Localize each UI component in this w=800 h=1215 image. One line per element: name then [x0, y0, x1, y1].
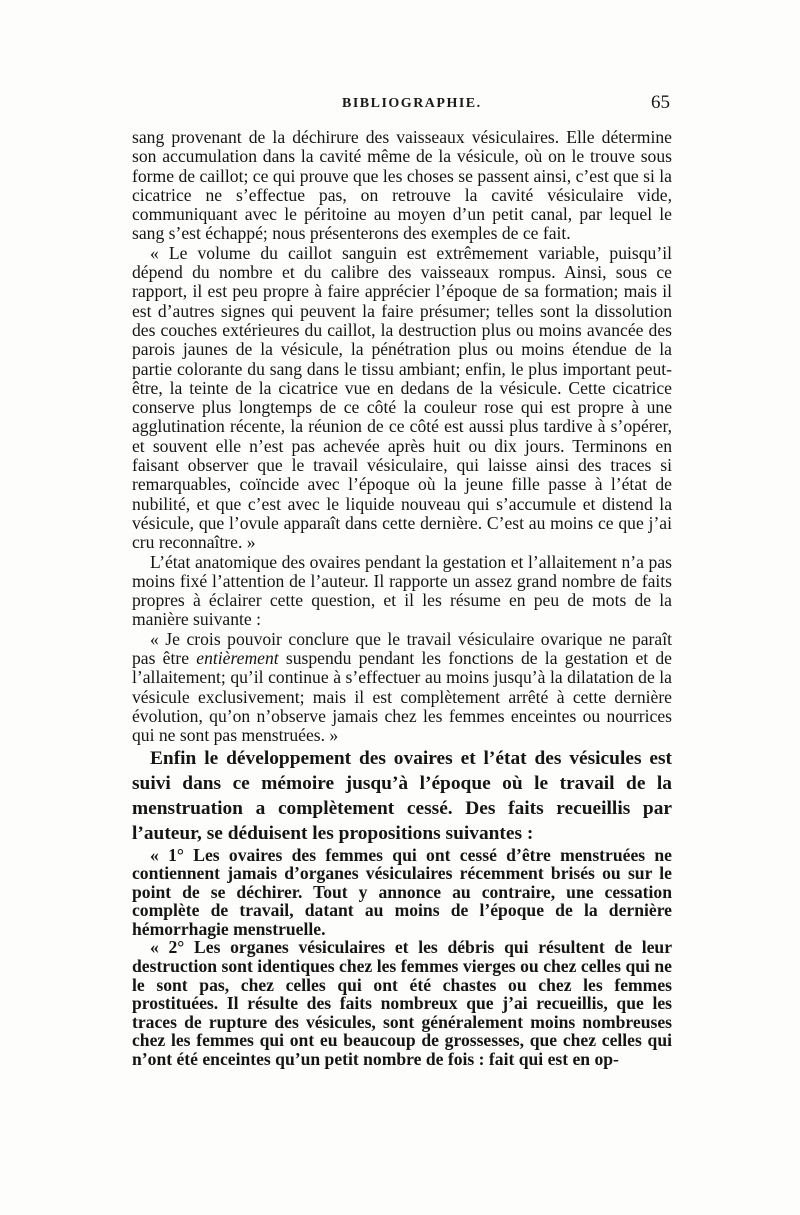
paragraph-continuation: sang provenant de la déchirure des vaisseaux vésiculaires. Elle détermine son accumulation dans la cavité même de la vésicule, où on le trouve sous forme de caillot; ce qui prouve que les choses se passent ainsi, c’est que si la cicatrice ne s’effectue pas, on retrouve la cavité vésiculaire vide, communiquant avec le péritoine au moyen d’un petit canal, par lequel le sang s’est échappé; nous présenterons des exemples de ce fait.	[132, 127, 672, 244]
emphasized-word: entièrement	[196, 648, 279, 669]
running-head: BIBLIOGRAPHIE.	[342, 96, 482, 111]
paragraph-menstruation: Enfin le développement des ovaires et l’état des vésicules est suivi dans ce mémoire jusqu’à l’époque où le travail de la menstruation a complètement cessé. Des faits recueillis par l’auteur, se déduisent les propositions suivantes :	[132, 747, 672, 844]
quote-text-start: « Je crois pouvoir conclure que le travail vésiculaire ovarique ne paraît pas être	[132, 628, 672, 669]
paragraph-gestation: L’état anatomique des ovaires pendant la gestation et l’allaitement n’a pas moins fixé l’attention de l’auteur. Il rapporte un assez grand nombre de faits propres à éclairer cette question, et il les résume en peu de mots de la manière suivante :	[132, 551, 672, 630]
quote-text-end: suspendu pendant les fonctions de la gestation et de l’allaitement; qu’il continue à s’effectuer au moins jusqu’à la dilatation de la vésicule exclusivement; mais il est complètement arrêté à cette dernière évolution, qu’on n’observe jamais chez les femmes enceintes ou nourrices qui ne sont pas menstruées. »	[132, 648, 672, 746]
paragraph-quote-conclusion	[132, 630, 672, 746]
page-number: 65	[651, 92, 670, 113]
page-header	[132, 92, 672, 118]
paragraph-quote-caillot: « Le volume du caillot sanguin est extrêmement variable, puisqu’il dépend du nombre et du calibre des vaisseaux rompus. Ainsi, sous ce rapport, il est peu propre à faire apprécier l’époque de sa formation; mais il est d’autres signes qui peuvent la faire présumer; telles sont la dissolution des couches extérieures du caillot, la destruction plus ou moins avancée des parois jaunes de la vésicule, la pénétration plus ou moins étendue de la partie colorante du sang dans le tissu ambiant; enfin, le plus important peut-être, la teinte de la cicatrice vue en dedans de la vésicule. Cette cicatrice conserve plus longtemps de ce côté la couleur rose qui est propre à une agglutination récente, la réunion de ce côté est aussi plus tardive à s’opérer, et souvent elle n’est pas achevée après huit ou dix jours. Terminons en faisant observer que le travail vésiculaire, qui laisse ainsi des traces si remarquables, coïncide avec l’époque où la jeune fille passe à l’état de nubilité, et que c’est avec le liquide nouveau qui s’accumule et distend la vésicule, que l’ovule apparaît dans cette dernière. C’est au moins ce que j’ai cru reconnaître. »	[132, 242, 672, 553]
body-text	[132, 128, 672, 1069]
proposition-1: « 1° Les ovaires des femmes qui ont cessé d’être menstruées ne contiennent jamais d’organes vésiculaires récemment brisés ou sur le point de se déchirer. Tout y annonce au contraire, une cessation complète de travail, datant au moins de l’époque de la dernière hémorrhagie menstruelle.	[132, 844, 672, 939]
proposition-2: « 2° Les organes vésiculaires et les débris qui résultent de leur destruction sont identiques chez les femmes vierges ou chez celles qui ne le sont pas, chez celles qui ont été chastes ou chez les femmes prostituées. Il résulte des faits nombreux que j’ai recueillis, que les traces de rupture des vésicules, sont généralement moins nombreuses chez les femmes qui ont eu beaucoup de grossesses, que chez celles qui n’ont été enceintes qu’un petit nombre de fois : fait qui est en op-	[132, 937, 672, 1070]
